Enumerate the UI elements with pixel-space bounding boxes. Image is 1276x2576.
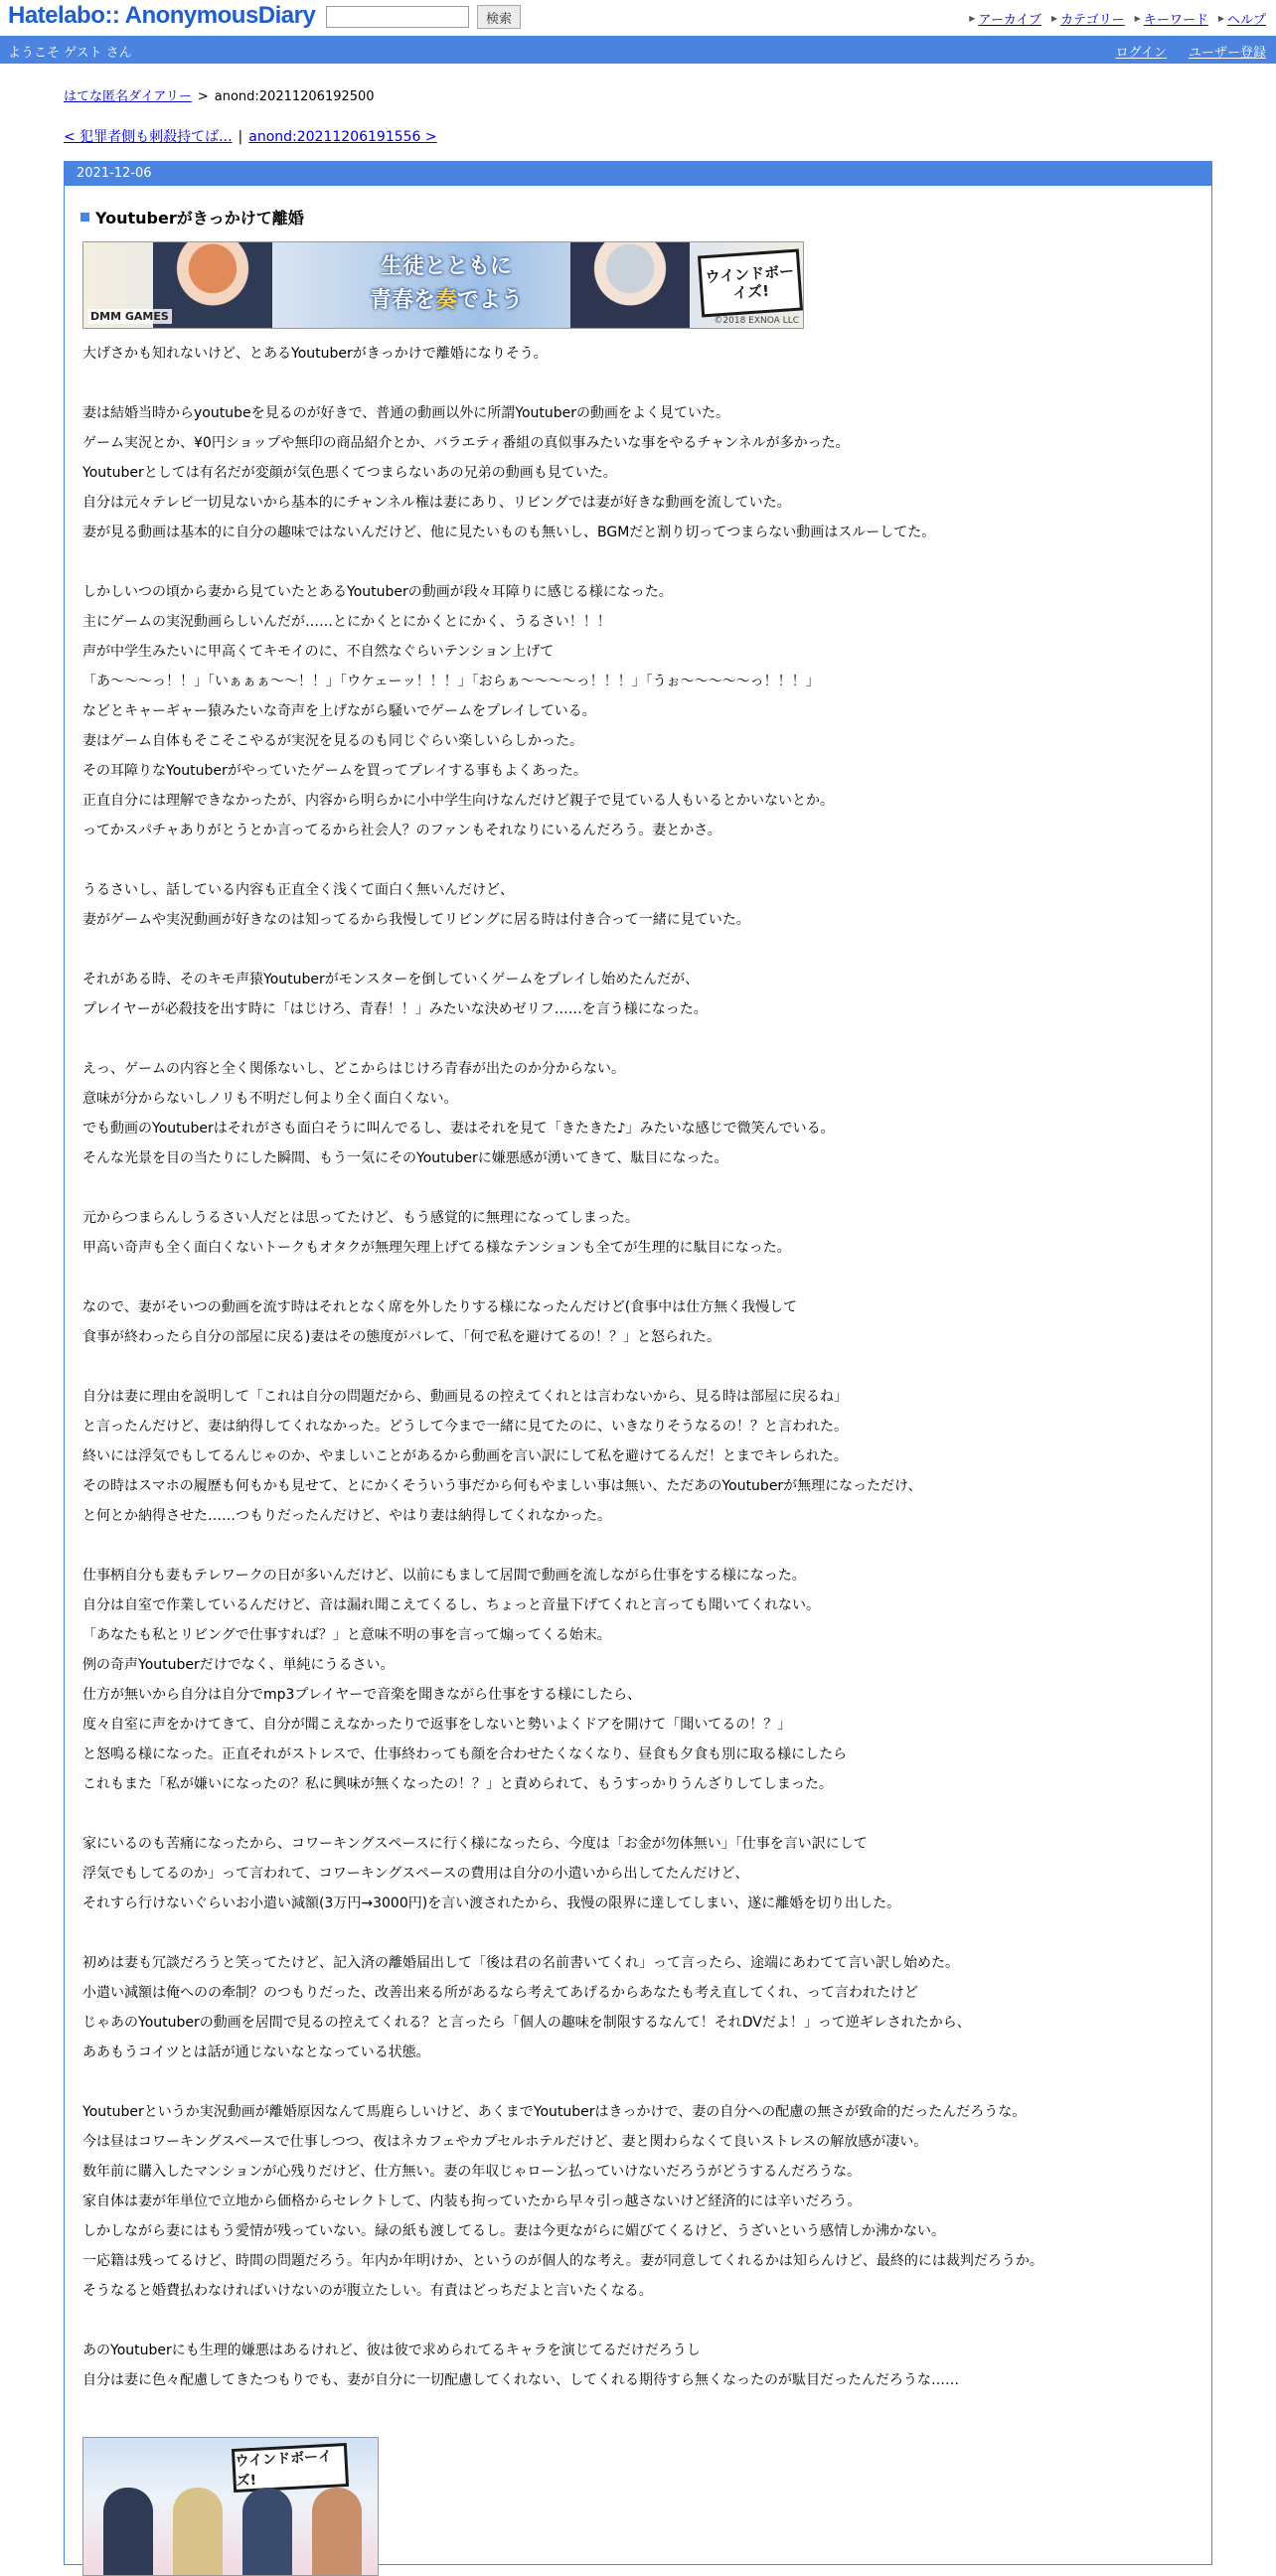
entry-line: 意味が分からないしノリも不明だし何より全く面白くない。 <box>82 1091 458 1107</box>
entry-line: 例の奇声Youtuberだけでなく、単純にうるさい。 <box>82 1657 395 1673</box>
entry-line: 初めは妻も冗談だろうと笑ってたけど、記入済の離婚届出して「後は君の名前書いてくれ」って言ったら、途端にあわてて言い訳し始めた。 <box>82 1955 959 1971</box>
entry-line: ゲーム実況とか、¥0円ショップや無印の商品紹介とか、バラエティ番組の真似事みたいな事をやるチャンネルが多かった。 <box>82 435 850 451</box>
nav-help[interactable] <box>1218 9 1266 28</box>
entry-paragraph <box>82 1948 1196 2067</box>
entry-paragraph <box>82 2097 1196 2306</box>
entry-paragraph <box>82 1054 1196 1173</box>
entry-line: そんな光景を目の当たりにした瞬間、もう一気にそのYoutuberに嫌悪感が湧いてきて、駄目になった。 <box>82 1150 728 1166</box>
entry-line: しかしながら妻にはもう愛情が残っていない。緑の紙も渡してるし。妻は今更ながらに媚びてくるけど、うざいという感情しか沸かない。 <box>82 2223 945 2239</box>
site-logo[interactable]: Hatelabo:: AnonymousDiary <box>8 2 316 29</box>
prev-entry-link[interactable]: < 犯罪者側も刺殺持てば... <box>64 129 233 145</box>
breadcrumb-current: anond:20211206192500 <box>214 89 375 104</box>
ad-game-logo: ウインドボーイズ! <box>232 2443 349 2493</box>
day-section <box>64 161 1212 2565</box>
entry-line: と何とか納得させた……つもりだったんだけど、やはり妻は納得してくれなかった。 <box>82 1508 611 1524</box>
entry-title-text: Youtuberがきっかけて離婚 <box>95 209 304 227</box>
entry-paragraph <box>82 1829 1196 1918</box>
ad-character <box>173 2488 223 2576</box>
breadcrumb <box>64 85 375 104</box>
entry-paragraph <box>82 577 1196 845</box>
ad-game-logo: ウインドボーイズ! <box>698 249 803 318</box>
entry-line: えっ、ゲームの内容と全く関係ないし、どこからはじけろ青春が出たのか分からない。 <box>82 1061 625 1077</box>
entry-paragraph <box>82 398 1196 547</box>
entry-line: 家にいるのも苦痛になったから、コワーキングスペースに行く様になったら、今度は「お金が勿体無い」「仕事を言い訳にして <box>82 1836 868 1852</box>
entry-line: 自分は妻に色々配慮してきたつもりでも、妻が自分に一切配慮してくれない、してくれる期待すら無くなったのが駄目だったんだろうな…… <box>82 2372 959 2388</box>
triangle-icon: ▶ <box>1217 14 1224 23</box>
welcome-text: ようこそ ゲスト さん <box>8 46 132 61</box>
ad-character-right <box>570 242 690 329</box>
nav-archive[interactable] <box>969 9 1041 28</box>
nav-category-link[interactable]: カテゴリー <box>1060 13 1125 28</box>
entry-line: Youtuberというか実況動画が離婚原因なんて馬鹿らしいけど、あくまでYoutuberはきっかけで、妻の自分への配慮の無さが致命的だったんだろうな。 <box>82 2104 1027 2120</box>
entry-line: 自分は妻に理由を説明して「これは自分の問題だから、動画見るの控えてくれとは言わないから、見る時は部屋に戻るね」 <box>82 1389 848 1405</box>
entry-line: あのYoutuberにも生理的嫌悪はあるけれど、彼は彼で求められてるキャラを演じてるだけだろうし <box>82 2343 701 2358</box>
entry-line: 仕事柄自分も妻もテレワークの日が多いんだけど、以前にもまして居間で動画を流しながら仕事をする様になった。 <box>82 1568 806 1584</box>
entry-line: 家自体は妻が年単位で立地から価格からセレクトして、内装も拘っていたから早々引っ越さないけど経済的には辛いだろう。 <box>82 2194 862 2209</box>
entry-line: ってかスパチャありがとうとか言ってるから社会人？のファンもそれなりにいるんだろう。妻とかさ。 <box>82 823 721 838</box>
entry-line: 声が中学生みたいに甲高くてキモイのに、不自然なぐらいテンション上げて <box>82 644 555 660</box>
entry-paragraph <box>82 965 1196 1024</box>
ad-catchcopy-line1: 生徒とともに <box>380 254 512 279</box>
entry-line: その時はスマホの履歴も何もかも見せて、とにかくそういう事だから何もやましい事は無い、ただあのYoutuberが無理になっただけ、 <box>82 1478 922 1494</box>
ad-catchcopy-line2-b: でよう <box>457 288 524 313</box>
ad-maker-label: DMM GAMES <box>87 309 172 324</box>
ad-catchcopy <box>322 250 570 318</box>
ad-copyright: ©2018 EXNOA LLC <box>714 316 799 326</box>
ad-banner-top[interactable] <box>82 241 804 329</box>
entry-line: 「あなたも私とリビングで仕事すれば？」と意味不明の事を言って煽ってくる始末。 <box>82 1627 611 1643</box>
register-link[interactable]: ユーザー登録 <box>1188 46 1266 61</box>
entry-paragraph <box>82 1292 1196 1352</box>
entry-line: 元からつまらんしうるさい人だとは思ってたけど、もう感覚的に無理になってしまった。 <box>82 1210 639 1226</box>
ad-catchcopy-line2 <box>322 284 570 318</box>
entry-line: 度々自室に声をかけてきて、自分が聞こえなかったりで返事をしないと勢いよくドアを開けて「聞いてるの！？」 <box>82 1717 792 1733</box>
ad-character <box>312 2488 362 2576</box>
square-bullet-icon[interactable] <box>80 213 89 222</box>
triangle-icon: ▶ <box>969 14 976 23</box>
entry-line: 自分は元々テレビ一切見ないから基本的にチャンネル権は妻にあり、リビングでは妻が好きな動画を流していた。 <box>82 495 791 511</box>
entry-line: 妻がゲームや実況動画が好きなのは知ってるから我慢してリビングに居る時は付き合って一緒に見ていた。 <box>82 912 750 928</box>
entry-line: 正直自分には理解できなかったが、内容から明らかに小中学生向けなんだけど親子で見ている人もいるとかいないとか。 <box>82 793 834 809</box>
nav-archive-link[interactable]: アーカイブ <box>978 13 1042 28</box>
triangle-icon: ▶ <box>1051 14 1058 23</box>
entry-line: 浮気でもしてるのか」って言われて、コワーキングスペースの費用は自分の小遣いから出してたんだけど、 <box>82 1866 749 1882</box>
entry-line: 数年前に購入したマンションが心残りだけど、仕方無い。妻の年収じゃローン払っていけないだろうがどうするんだろうな。 <box>82 2164 862 2180</box>
entry-line: そうなると婚費払わなければいけないのが腹立たしい。有責はどっちだよと言いたくなる。 <box>82 2283 653 2299</box>
entry-line: うるさいし、話している内容も正直全く浅くて面白く無いんだけど、 <box>82 882 514 898</box>
ad-banner-bottom[interactable] <box>82 2437 379 2576</box>
entry-line: でも動画のYoutuberはそれがさも面白そうに叫んでるし、妻はそれを見て「きたきた♪」みたいな感じで微笑んでいる。 <box>82 1121 835 1136</box>
entry-line: と怒鳴る様になった。正直それがストレスで、仕事終わっても顔を合わせたくなくなり、昼食も夕食も別に取る様にしたら <box>82 1746 848 1762</box>
entry-paragraph <box>82 1561 1196 1799</box>
ad-catchcopy-accent: 奏 <box>434 288 457 313</box>
entry-line: 終いには浮気でもしてるんじゃのか、やましいことがあるから動画を言い訳にして私を避けてるんだ！とまでキレられた。 <box>82 1448 848 1464</box>
entry-line: しかしいつの頃から妻から見ていたとあるYoutuberの動画が段々耳障りに感じる様になった。 <box>82 584 673 600</box>
entry-line: じゃあのYoutuberの動画を居間で見るの控えてくれる？と言ったら「個人の趣味を制限するなんて！それDVだよ！」って逆ギレされたから、 <box>82 2015 971 2031</box>
entry-paragraph <box>82 1203 1196 1263</box>
welcome-bar <box>0 36 1276 64</box>
ad-character <box>103 2488 153 2576</box>
ad-catchcopy-line2-a: 青春を <box>369 288 435 313</box>
entry-line: 今は昼はコワーキングスペースで仕事しつつ、夜はネカフェやカプセルホテルだけど、妻と関わらなくて良いストレスの解放感が凄い。 <box>82 2134 928 2150</box>
entry-line: 主にゲームの実況動画らしいんだが……とにかくとにかくとにかく、うるさい！！！ <box>82 614 611 630</box>
entry-line: 食事が終わったら自分の部屋に戻る)妻はその態度がバレて、「何で私を避けてるの！？」と怒られた。 <box>82 1329 721 1345</box>
entry-paragraph <box>82 339 1196 369</box>
top-bar <box>0 0 1276 36</box>
triangle-icon: ▶ <box>1134 14 1141 23</box>
breadcrumb-home-link[interactable]: はてな匿名ダイアリー <box>64 89 192 104</box>
entry-line: それすら行けないぐらいお小遣い減額(3万円→3000円)を言い渡されたから、我慢の限界に達してしまい、遂に離婚を切り出した。 <box>82 1895 901 1911</box>
entry-line: 妻が見る動画は基本的に自分の趣味ではないんだけど、他に見たいものも無いし、BGMだと割り切ってつまらない動画はスルーしてた。 <box>82 525 936 540</box>
entry-line: と言ったんだけど、妻は納得してくれなかった。どうして今まで一緒に見てたのに、いきなりそうなるの！？と言われた。 <box>82 1419 848 1435</box>
entry-title <box>80 206 304 228</box>
login-link[interactable]: ログイン <box>1115 46 1167 61</box>
day-date: 2021-12-06 <box>65 162 1211 186</box>
entry-line: Youtuberとしては有名だが変顔が気色悪くてつまらないあの兄弟の動画も見ていた。 <box>82 465 617 481</box>
entry-line: などとキャーギャー猿みたいな奇声を上げながら騒いでゲームをプレイしている。 <box>82 703 596 719</box>
entry-line: 大げさかも知れないけど、とあるYoutuberがきっかけで離婚になりそう。 <box>82 346 548 362</box>
nav-keyword-link[interactable]: キーワード <box>1143 13 1208 28</box>
nav-help-link[interactable]: ヘルプ <box>1226 13 1266 28</box>
search-button[interactable]: 検索 <box>477 5 521 29</box>
top-nav <box>969 9 1266 28</box>
entry-line: これもまた「私が嫌いになったの？私に興味が無くなったの！？」と責められて、もうすっかりうんざりしてしまった。 <box>82 1776 833 1792</box>
entry-line: 妻は結婚当時からyoutubeを見るのが好きで、普通の動画以外に所謂Youtuberの動画をよく見ていた。 <box>82 405 730 421</box>
nav-category[interactable] <box>1051 9 1125 28</box>
entry-line: 仕方が無いから自分は自分でmp3プレイヤーで音楽を聞きながら仕事をする様にしたら、 <box>82 1687 642 1703</box>
next-entry-link[interactable]: anond:20211206191556 > <box>248 129 437 145</box>
entry-body <box>82 339 1196 2425</box>
entry-paragraph <box>82 1382 1196 1531</box>
entry-line: プレイヤーが必殺技を出す時に「はじけろ、青春！！」みたいな決めゼリフ……を言う様になった。 <box>82 1001 708 1017</box>
search-input[interactable] <box>326 6 469 28</box>
entry-line: ああもうコイツとは話が通じないなとなっている状態。 <box>82 2045 430 2060</box>
entry-line: 小遣い減額は俺へのの牽制？のつもりだった、改善出来る所があるなら考えてあげるからあなたも考え直してくれ、って言われたけど <box>82 1985 918 2001</box>
entry-line: 「あ～～～っ！！」「いぁぁぁ～～！！」「ウケェーッ！！！」「おらぁ～～～～っ！！！」「うぉ～～～～～っ！！！」 <box>82 674 820 689</box>
entry-line: 一応籍は残ってるけど、時間の問題だろう。年内か年明けか、というのが個人的な考え。妻が同意してくれるかは知らんけど、最終的には裁判だろうか。 <box>82 2253 1043 2269</box>
pager-separator: | <box>238 129 243 145</box>
entry-line: それがある時、そのキモ声猿Youtuberがモンスターを倒していくゲームをプレイし始めたんだが、 <box>82 972 700 987</box>
breadcrumb-separator: > <box>197 89 209 104</box>
ad-character <box>242 2488 292 2576</box>
entry-line: 妻はゲーム自体もそこそこやるが実況を見るのも同じぐらい楽しいらしかった。 <box>82 733 583 749</box>
nav-keyword[interactable] <box>1135 9 1208 28</box>
entry-line: 自分は自室で作業しているんだけど、音は漏れ聞こえてくるし、ちょっと音量下げてくれと言っても聞いてくれない。 <box>82 1597 820 1613</box>
entry-line: なので、妻がそいつの動画を流す時はそれとなく席を外したりする様になったんだけど(食事中は仕方無く我慢して <box>82 1299 798 1315</box>
entry-paragraph <box>82 875 1196 935</box>
entry-line: 甲高い奇声も全く面白くないトークもオタクが無理矢理上げてる様なテンションも全てが生理的に駄目になった。 <box>82 1240 791 1256</box>
entry-paragraph <box>82 2336 1196 2395</box>
entry-pager <box>64 126 437 146</box>
entry-line: その耳障りなYoutuberがやっていたゲームを買ってプレイする事もよくあった。 <box>82 763 587 779</box>
